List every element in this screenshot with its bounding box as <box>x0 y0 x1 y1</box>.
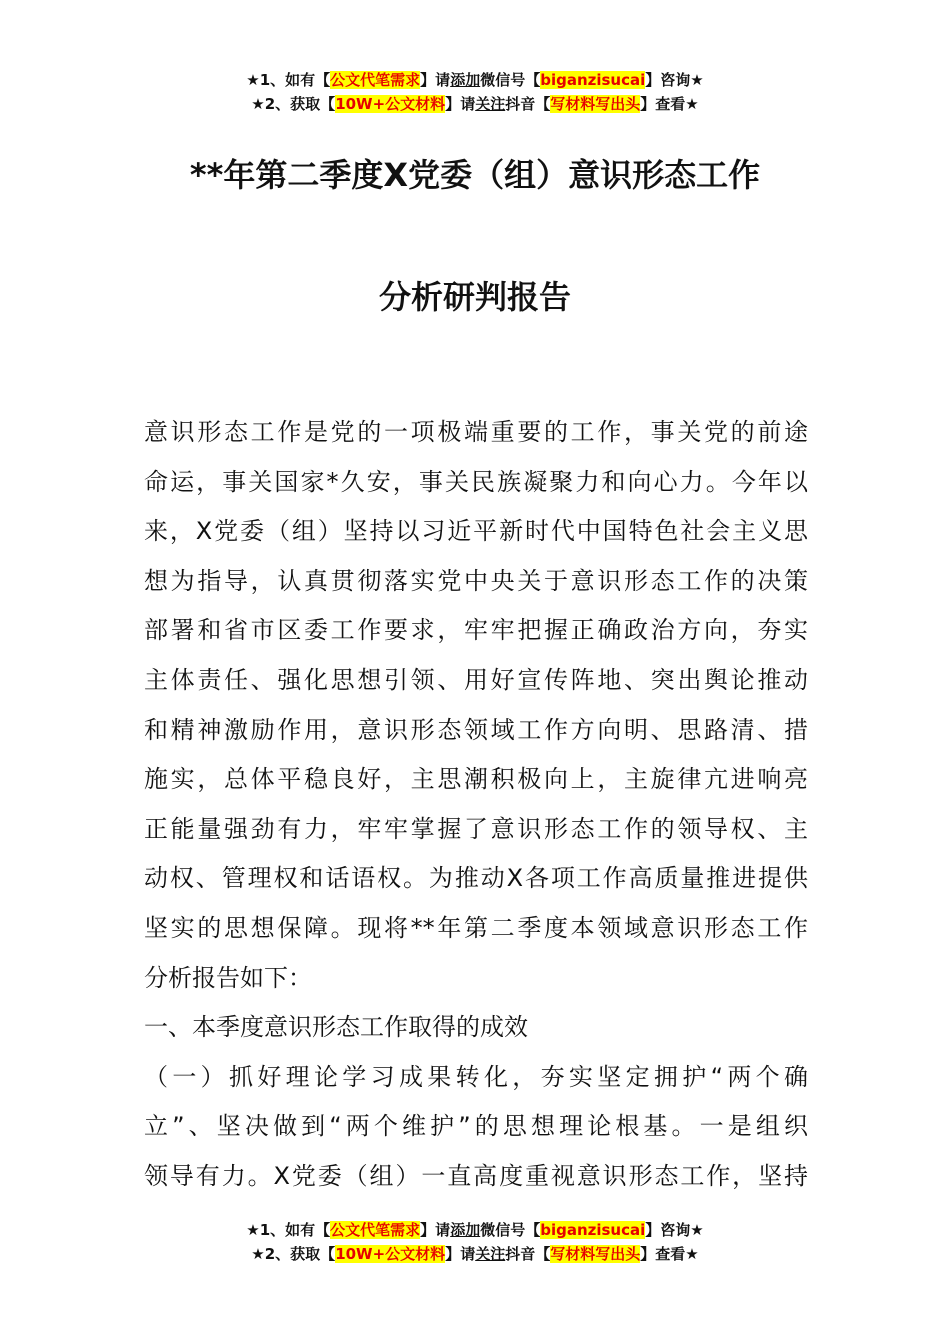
banner-text: 】查看★ <box>640 95 699 113</box>
body-line: 部署和省市区委工作要求，牢牢把握正确政治方向，夯实 <box>144 616 808 645</box>
bottom-banner <box>0 1218 950 1266</box>
banner-text: 微信号【 <box>480 1221 541 1239</box>
highlight-materials: 10W+公文材料 <box>335 1245 446 1263</box>
body-line: 和精神激励作用，意识形态领域工作方向明、思路清、措 <box>144 715 808 744</box>
highlight-materials: 10W+公文材料 <box>335 95 446 113</box>
banner-text: 抖音【 <box>505 95 551 113</box>
banner-line-1 <box>0 68 950 92</box>
banner-text: ★1、如有【 <box>246 1221 331 1239</box>
banner-emphasis: 关注 <box>475 1245 506 1263</box>
banner-text: ★2、获取【 <box>251 95 336 113</box>
body-line: 正能量强劲有力，牢牢掌握了意识形态工作的领导权、主 <box>144 814 808 843</box>
body-line: 施实，总体平稳良好，主思潮积极向上，主旋律亢进响亮 <box>144 765 808 794</box>
banner-text: 】咨询★ <box>645 71 704 89</box>
body-line: 来，X党委（组）坚持以习近平新时代中国特色社会主义思 <box>144 517 808 546</box>
body-line: 动权、管理权和话语权。为推动X各项工作高质量推进提供 <box>144 864 808 893</box>
body-line: 主体责任、强化思想引领、用好宣传阵地、突出舆论推动 <box>144 665 808 694</box>
highlight-wechat-id: biganzisucai <box>540 1221 646 1239</box>
banner-text: 抖音【 <box>505 1245 551 1263</box>
highlight-service: 公文代笔需求 <box>330 1221 421 1239</box>
banner-text: 】请 <box>420 71 451 89</box>
banner-text: 】咨询★ <box>645 1221 704 1239</box>
subsection-heading: （一）抓好理论学习成果转化，夯实坚定拥护“两个确 <box>144 1062 808 1091</box>
banner-emphasis: 关注 <box>475 95 506 113</box>
body-line: 领导有力。X党委（组）一直高度重视意识形态工作，坚持 <box>144 1161 808 1190</box>
banner-line-1 <box>0 1218 950 1242</box>
document-title-line-1: **年第二季度X党委（组）意识形态工作 <box>189 156 761 194</box>
banner-text: ★2、获取【 <box>251 1245 336 1263</box>
body-line: 坚实的思想保障。现将**年第二季度本领域意识形态工作 <box>144 913 808 942</box>
document-title-line-2: 分析研判报告 <box>378 278 571 316</box>
body-line: 命运，事关国家*久安，事关民族凝聚力和向心力。今年以 <box>144 467 808 496</box>
highlight-wechat-id: biganzisucai <box>540 71 646 89</box>
banner-line-2 <box>0 92 950 116</box>
top-banner <box>0 68 950 116</box>
banner-line-2 <box>0 1242 950 1266</box>
highlight-douyin: 写材料写出头 <box>550 95 641 113</box>
banner-text: 】请 <box>420 1221 451 1239</box>
section-heading: 一、本季度意识形态工作取得的成效 <box>144 1013 528 1042</box>
body-line: 分析报告如下： <box>144 963 312 992</box>
banner-text: ★1、如有【 <box>246 71 331 89</box>
body-line: 意识形态工作是党的一项极端重要的工作，事关党的前途 <box>144 418 808 446</box>
document-body <box>144 408 808 1202</box>
highlight-douyin: 写材料写出头 <box>550 1245 641 1263</box>
banner-text: 】请 <box>445 95 476 113</box>
banner-text: 】请 <box>445 1245 476 1263</box>
banner-emphasis: 添加 <box>450 1221 481 1239</box>
body-line: 想为指导，认真贯彻落实党中央关于意识形态工作的决策 <box>144 566 808 595</box>
body-line: 立”、坚决做到“两个维护”的思想理论根基。一是组织 <box>144 1112 808 1141</box>
banner-text: 微信号【 <box>480 71 541 89</box>
banner-emphasis: 添加 <box>450 71 481 89</box>
banner-text: 】查看★ <box>640 1245 699 1263</box>
highlight-service: 公文代笔需求 <box>330 71 421 89</box>
